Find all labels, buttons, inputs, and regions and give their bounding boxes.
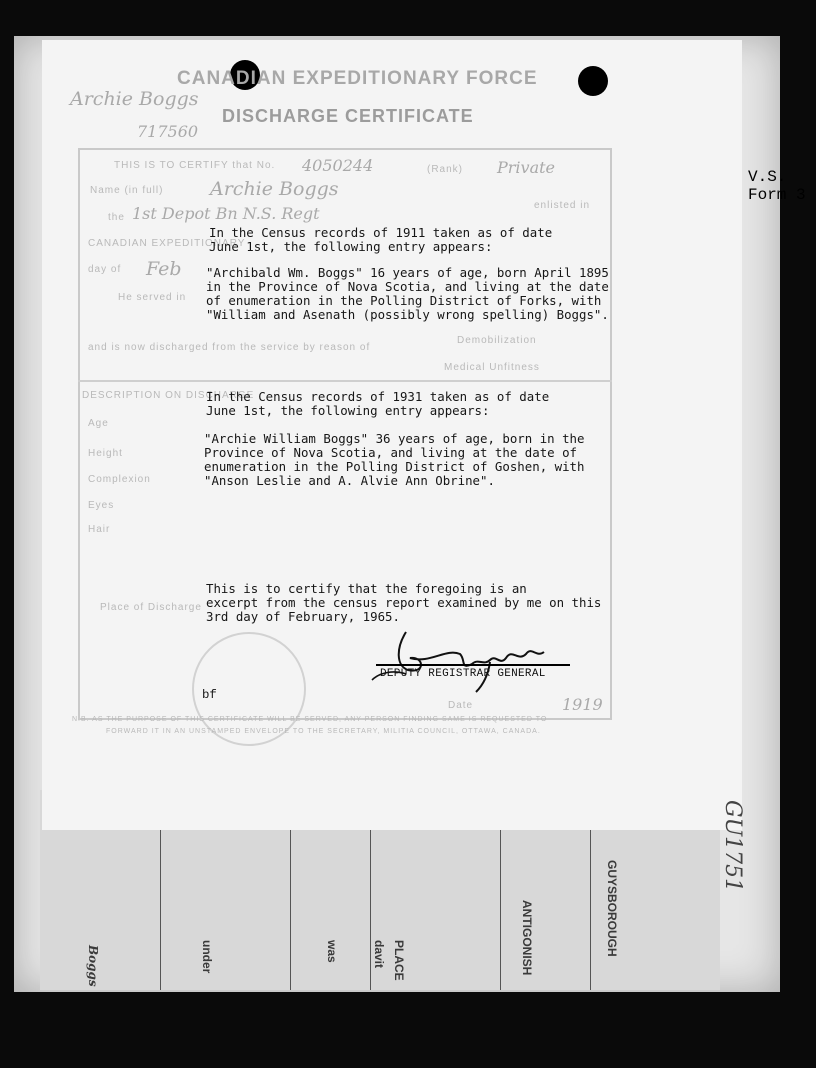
description-label: DESCRIPTION ON DISCHARGE [82, 390, 255, 401]
census-1931-intro: In the Census records of 1931 taken as of date June 1st, the following entry appears: [206, 389, 550, 418]
date-value: 1919 [562, 695, 603, 714]
back-form-word: GUYSBOROUGH [605, 860, 619, 957]
eyes-label: Eyes [88, 500, 115, 511]
back-form-word: was [325, 940, 339, 963]
name-value: Archie Boggs [210, 178, 339, 200]
signature-line [376, 664, 570, 666]
canadian-label: CANADIAN EXPEDITIONARY [88, 238, 246, 249]
column-divider [370, 830, 371, 990]
certificate-footnote: N.B. AS THE PURPOSE OF THIS CERTIFICATE WILL BE SERVED, ANY PERSON FINDING SAME IS REQUESTED TO [72, 716, 548, 723]
enlisted-label: enlisted in [534, 200, 591, 211]
back-form-word: PLACE [392, 940, 406, 981]
back-form-word: ANTIGONISH [520, 900, 534, 976]
certification-statement: This is to certify that the foregoing is an excerpt from the census report examined by me on this 3rd day of February, 1965. [206, 581, 602, 624]
signatory-title: DEPUTY REGISTRAR GENERAL [380, 668, 546, 680]
handwritten-number: 717560 [137, 122, 199, 141]
column-divider [290, 830, 291, 990]
discharged-label: and is now discharged from the service by reason of [88, 342, 371, 353]
discharge-reason: Medical Unfitness [444, 362, 540, 373]
certificate-title: DISCHARGE CERTIFICATE [222, 106, 474, 126]
certificate-footnote: FORWARD IT IN AN UNSTAMPED ENVELOPE TO THE SECRETARY, MILITIA COUNCIL, OTTAWA, CANADA. [106, 728, 541, 735]
form-code-label: V.S. Form 3 [748, 168, 806, 204]
name-label: Name (in full) [90, 185, 164, 196]
column-divider [590, 830, 591, 990]
regimental-number: 4050244 [302, 156, 374, 175]
punch-hole [578, 66, 608, 96]
census-1911-intro: In the Census records of 1911 taken as of date June 1st, the following entry appears: [209, 225, 553, 254]
certify-label: THIS IS TO CERTIFY that No. [114, 160, 276, 171]
certificate-divider [78, 380, 612, 382]
age-label: Age [88, 418, 109, 429]
complexion-label: Complexion [88, 474, 151, 485]
the-label: the [108, 212, 125, 223]
signature [366, 618, 566, 696]
column-divider [160, 830, 161, 990]
height-label: Height [88, 448, 123, 459]
back-form-word: Boggs [86, 945, 100, 987]
rank-label: (Rank) [427, 164, 464, 175]
unit-value: 1st Depot Bn N.S. Regt [132, 204, 320, 223]
day-label: day of [88, 264, 122, 275]
hair-label: Hair [88, 524, 111, 535]
served-label: He served in [118, 292, 187, 303]
date-label: Date [448, 700, 474, 711]
handwritten-name: Archie Boggs [70, 88, 199, 110]
certificate-header: CANADIAN EXPEDITIONARY FORCE [177, 68, 538, 89]
census-1911-entry: "Archibald Wm. Boggs" 16 years of age, born April 1895 in the Province of Nova Scotia, and living at the date of enumeration in the Polling District of Forks, with "William and Asenath (possibly wrong spelling) Boggs". [206, 265, 609, 322]
rank-value: Private [497, 158, 556, 177]
back-form-word: davit [372, 940, 386, 969]
typist-initials: bf [202, 688, 217, 702]
place-of-discharge-label: Place of Discharge [100, 602, 202, 613]
column-divider [500, 830, 501, 990]
demobilization-label: Demobilization [457, 335, 537, 346]
margin-note: GU1751 [720, 800, 745, 893]
day-value: Feb [146, 258, 182, 280]
census-1931-entry: "Archie William Boggs" 36 years of age, born in the Province of Nova Scotia, and living at the date of enumeration in the Polling District of Goshen, with "Anson Leslie and A. Alvie Ann Obrine". [204, 431, 585, 488]
back-form-word: under [200, 940, 214, 974]
